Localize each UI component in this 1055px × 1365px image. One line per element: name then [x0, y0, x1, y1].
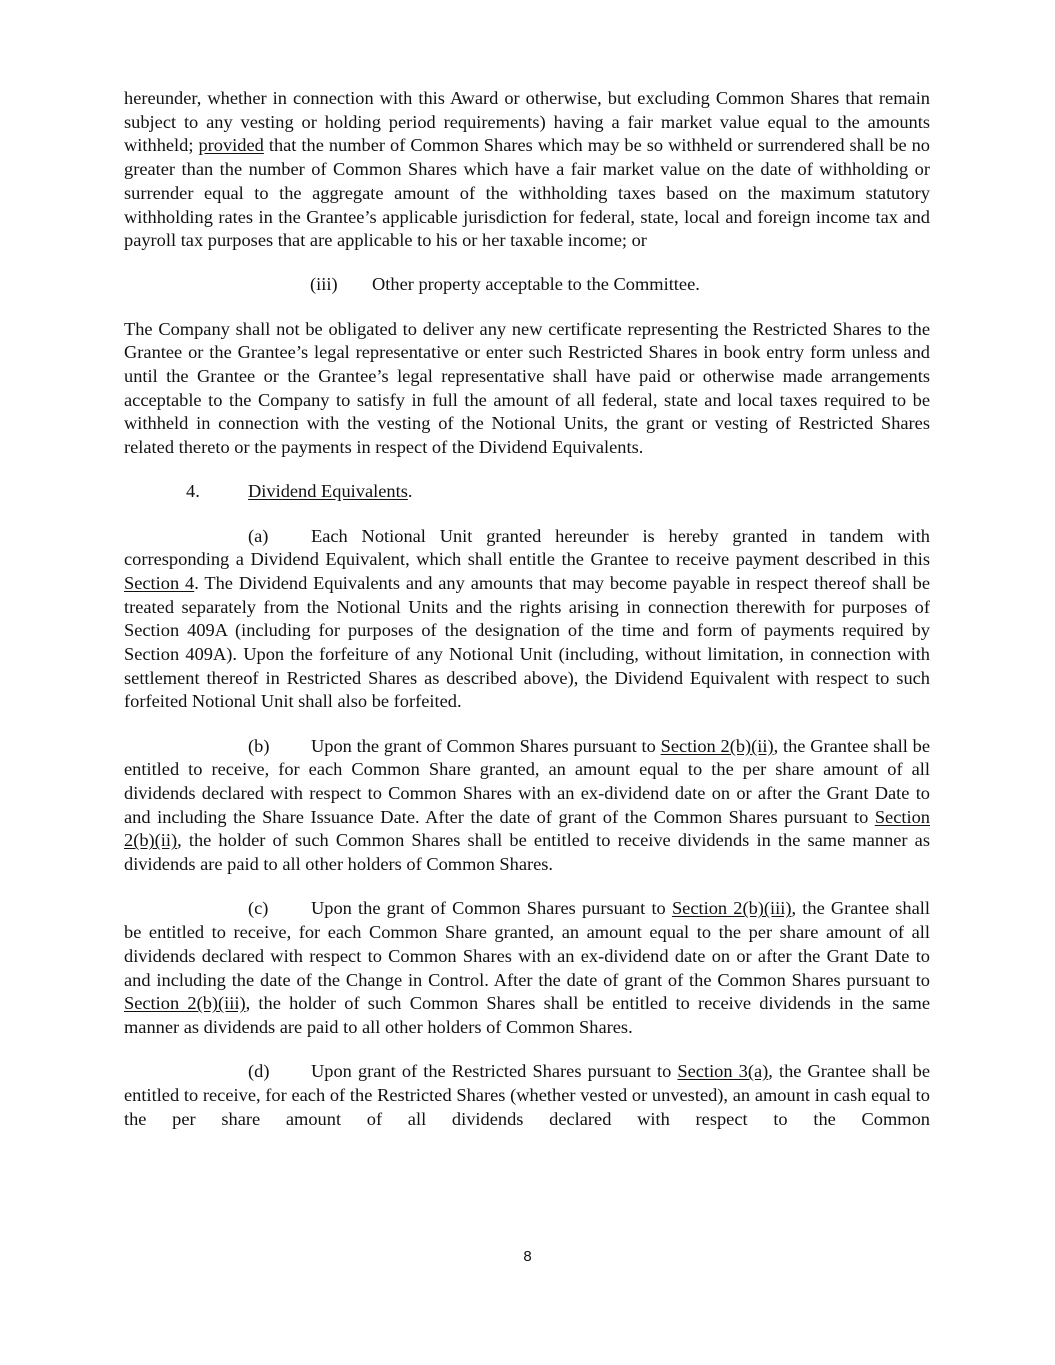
paragraph-withholding: hereunder, whether in connection with this Award or otherwise, but excluding Common Shares that remain subject to any vesting or holding period requirements) having a fair market value equal to the amounts withheld; provided that the number of Common Shares which may be so withheld or surrendered shall be no greater than the number of Common Shares which have a fair market value on the date of withholding or surrender equal to the aggregate amount of the withholding taxes based on the maximum statutory withholding rates in the Grantee’s applicable jurisdiction for federal, state, local and foreign income tax and payroll tax purposes that are applicable to his or her taxable income; or — [124, 88, 930, 251]
subsection-label: (b) — [248, 735, 270, 756]
subsection-c: (c) Upon the grant of Common Shares pursuant to Section 2(b)(iii), the Grantee shall be entitled to receive, for each Common Share granted, an amount equal to the per share amount of all dividends declared with respect to Common Shares with an ex-dividend date on or after the Grant Date to and including the date of the Change in Control. After the date of grant of the Common Shares pursuant to Section 2(b)(iii), the holder of such Common Shares shall be entitled to receive dividends in the same manner as dividends are paid to all other holders of Common Shares. — [124, 898, 931, 1037]
document-page — [124, 87, 930, 1152]
item-text: Other property acceptable to the Committee. — [372, 274, 700, 295]
section-reference: Section 2(b)(ii) — [660, 735, 774, 756]
subsection-label: (c) — [248, 898, 269, 919]
subsection-b: (b) Upon the grant of Common Shares pursuant to Section 2(b)(ii), the Grantee shall be entitled to receive, for each Common Share granted, an amount equal to the per share amount of all dividends declared with respect to Common Shares with an ex-dividend date on or after the Grant Date to and including the Share Issuance Date. After the date of grant of the Common Shares pursuant to Section 2(b)(ii), the holder of such Common Shares shall be entitled to receive dividends in the same manner as dividends are paid to all other holders of Common Shares. — [124, 735, 930, 875]
subsection-label: (d) — [248, 1061, 270, 1082]
page-number: 8 — [523, 1248, 532, 1265]
subsection-a: (a) Each Notional Unit granted hereunder is hereby granted in tandem with corresponding a Dividend Equivalent, which shall entitle the Grantee to receive payment described in this Section 4. The Dividend Equivalents and any amounts that may become payable in respect thereof shall be treated separately from the Notional Units and the rights arising in connection therewith for purposes of Section 409A (including for purposes of the designation of the time and form of payments required by Section 409A). Upon the forfeiture of any Notional Unit (including, without limitation, in connection with settlement thereof in Restricted Shares as described above), the Dividend Equivalent with respect to such forfeited Notional Unit shall also be forfeited. — [124, 525, 930, 712]
paragraph-certificate: The Company shall not be obligated to deliver any new certificate representing the Restricted Shares to the Grantee or the Grantee’s legal representative or enter such Restricted Shares in book entry form unless and until the Grantee or the Grantee’s legal representative shall have paid or otherwise made arrangements acceptable to the Company to satisfy in full the amount of all federal, state and local taxes required to be withheld in connection with the vesting of the Notional Units, the grant or vesting of Restricted Shares related thereto or the payments in respect of the Dividend Equivalents. — [124, 318, 930, 458]
section-title: Dividend Equivalents — [248, 481, 408, 502]
item-number: (iii) — [310, 274, 338, 295]
section-reference: Section 2(b)(iii) — [671, 898, 792, 919]
section-number: 4. — [186, 481, 200, 502]
section-reference: Section 4 — [124, 572, 195, 593]
section-reference: Section 2(b)(ii) — [124, 806, 930, 851]
section-reference: Section 2(b)(iii) — [124, 993, 246, 1014]
section-reference: Section 3(a) — [677, 1061, 769, 1082]
provided-term: provided — [198, 135, 264, 156]
section-heading — [124, 480, 930, 504]
subsection-d: (d) Upon grant of the Restricted Shares pursuant to Section 3(a), the Grantee shall be entitled to receive, for each of the Restricted Shares (whether vested or unvested), an amount in cash equal to the per share amount of all dividends declared with respect to the Common — [124, 1061, 931, 1129]
section-title-wrap: Dividend Equivalents. — [248, 481, 413, 502]
subsection-label: (a) — [248, 525, 269, 546]
list-item-iii — [124, 273, 930, 297]
